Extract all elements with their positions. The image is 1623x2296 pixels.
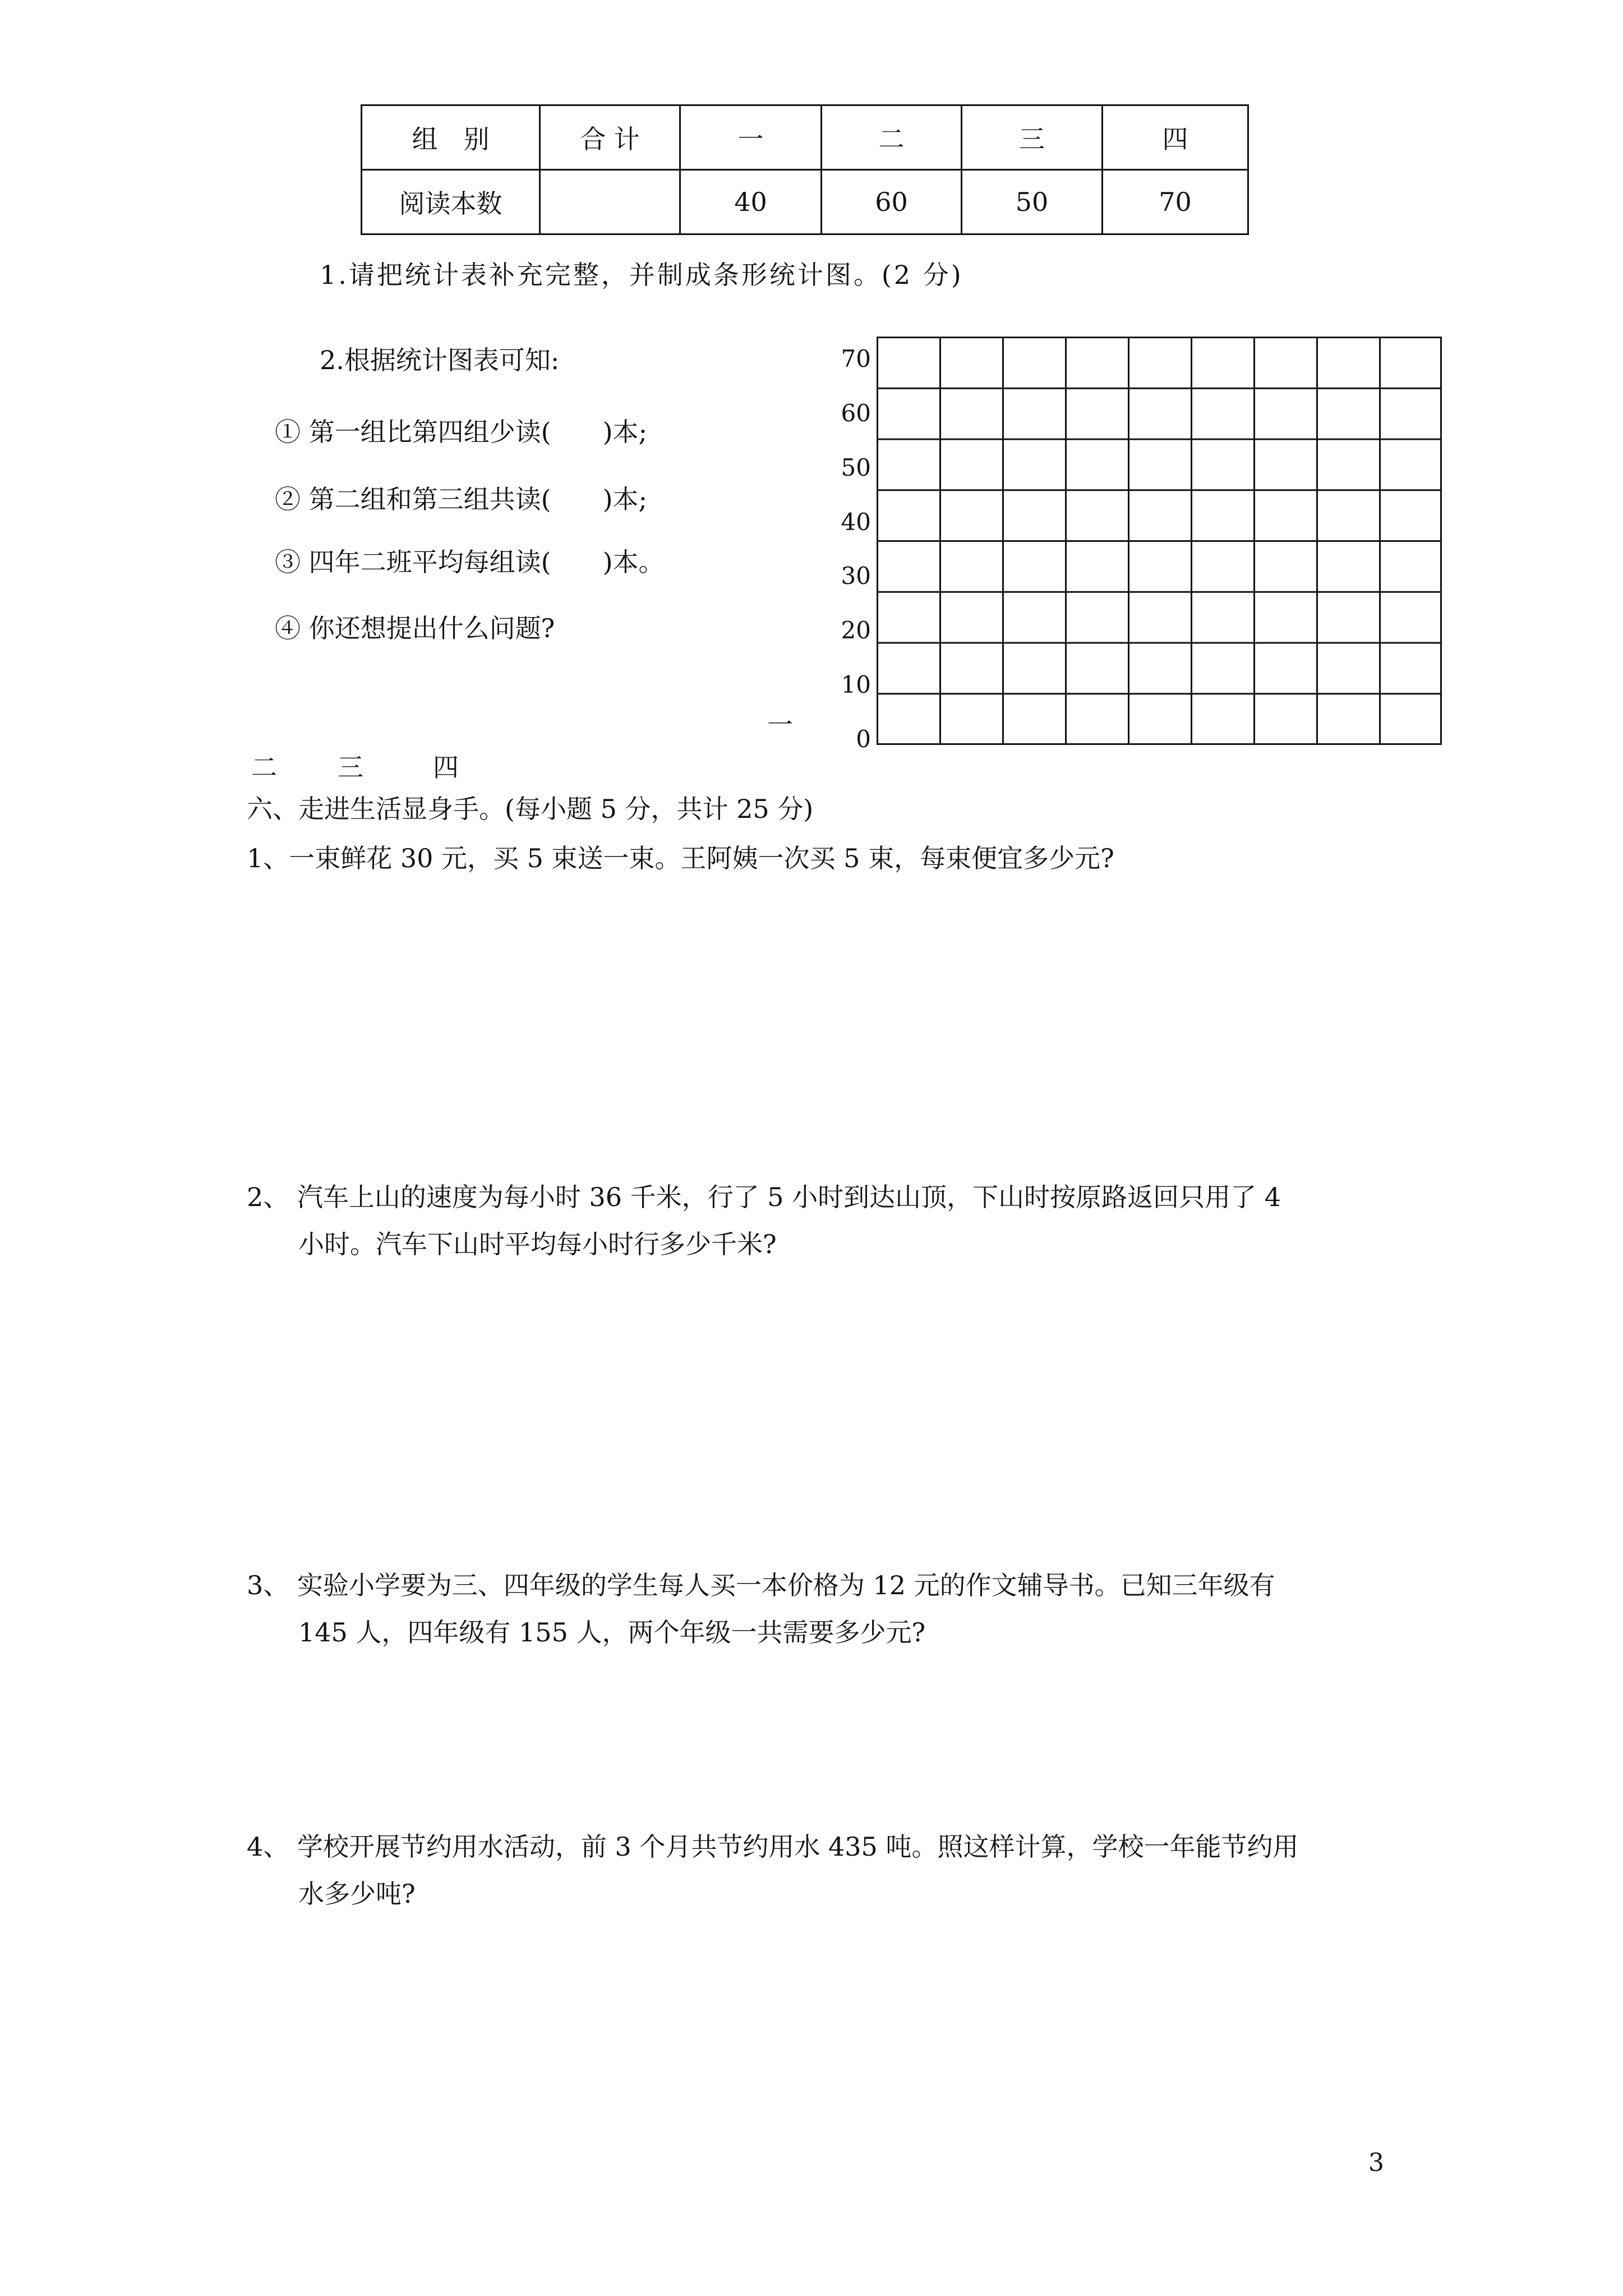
problem-2-line-2: 小时。汽车下山时平均每小时行多少千米? bbox=[298, 1229, 777, 1259]
reading-stats-table bbox=[361, 104, 1249, 235]
table-cell: 50 bbox=[962, 170, 1103, 234]
table-cell: 60 bbox=[822, 170, 962, 234]
question-2-item-4: ④ 你还想提出什么问题? bbox=[275, 613, 555, 643]
y-tick-label: 10 bbox=[841, 671, 871, 699]
table-header-cell: 合 计 bbox=[540, 105, 680, 170]
x-category-label: 四 bbox=[433, 752, 459, 783]
page-number: 3 bbox=[1368, 2148, 1384, 2177]
y-tick-label: 20 bbox=[841, 616, 871, 645]
x-category-label: 二 bbox=[251, 752, 277, 783]
table-cell: 70 bbox=[1103, 170, 1248, 234]
total-cell[interactable] bbox=[540, 170, 680, 234]
problem-4-line-1: 4、 学校开展节约用水活动，前 3 个月共节约用水 435 吨。照这样计算，学校一年能节约用 bbox=[247, 1832, 1299, 1862]
question-2-item-1: ① 第一组比第四组少读( )本; bbox=[275, 417, 648, 447]
y-tick-label: 40 bbox=[841, 508, 871, 536]
table-row bbox=[362, 170, 1248, 234]
y-tick-label: 70 bbox=[841, 345, 871, 372]
bar-chart-grid[interactable] bbox=[877, 337, 1442, 745]
table-cell: 40 bbox=[680, 170, 822, 234]
problem-4-line-2: 水多少吨? bbox=[298, 1879, 416, 1909]
y-tick-label: 60 bbox=[841, 399, 871, 427]
y-tick-label: 50 bbox=[841, 453, 871, 481]
table-header-cell: 二 bbox=[822, 105, 962, 170]
question-2-title: 2.根据统计图表可知: bbox=[320, 345, 560, 375]
y-tick-label: 30 bbox=[841, 562, 871, 590]
table-header-row bbox=[362, 105, 1248, 170]
problem-1-line-1: 1、一束鲜花 30 元，买 5 束送一束。王阿姨一次买 5 束，每束便宜多少元? bbox=[247, 843, 1114, 873]
y-tick-label: 0 bbox=[856, 725, 871, 753]
x-category-label: 一 bbox=[767, 710, 793, 740]
question-2-item-2: ② 第二组和第三组共读( )本; bbox=[275, 484, 648, 514]
table-row-label: 阅读本数 bbox=[362, 170, 540, 234]
problem-3-line-2: 145 人，四年级有 155 人，两个年级一共需要多少元? bbox=[298, 1617, 926, 1648]
question-1: 1.请把统计表补充完整，并制成条形统计图。(2 分) bbox=[320, 260, 963, 290]
table-header-cell: 一 bbox=[680, 105, 822, 170]
table-header-cell: 四 bbox=[1103, 105, 1248, 170]
section-6-title: 六、走进生活显身手。(每小题 5 分，共计 25 分) bbox=[247, 794, 814, 824]
x-category-label: 三 bbox=[338, 752, 363, 783]
table-header-cell: 组 别 bbox=[362, 105, 540, 170]
problem-2-line-1: 2、 汽车上山的速度为每小时 36 千米，行了 5 小时到达山顶，下山时按原路返回只用了 4 bbox=[247, 1182, 1281, 1212]
table-header-cell: 三 bbox=[962, 105, 1103, 170]
problem-3-line-1: 3、 实验小学要为三、四年级的学生每人买一本价格为 12 元的作文辅导书。已知三年级有 bbox=[247, 1570, 1275, 1600]
question-2-item-3: ③ 四年二班平均每组读( )本。 bbox=[275, 547, 665, 577]
